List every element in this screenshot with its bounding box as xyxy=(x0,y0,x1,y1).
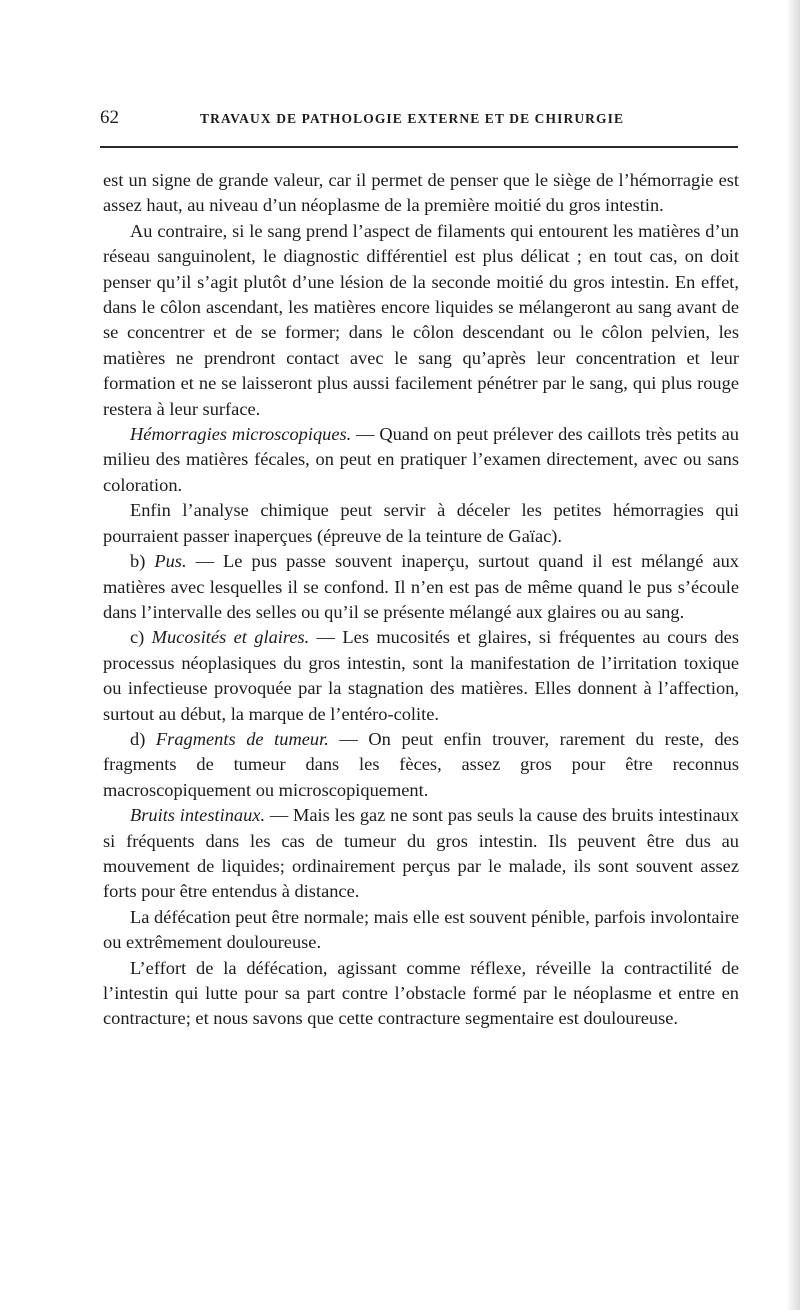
paragraph-text: — Le pus passe souvent inaperçu, surtout quand il est mélangé aux matières avec lesquelles il se confond. Il n’en est pas de même quand le pus s’écoule dans l’intervalle des selles ou qu’il se présente mélangé aux glaires ou au sang. xyxy=(103,551,739,622)
section-title-intestinal-noises: Bruits intestinaux. xyxy=(130,805,266,826)
paragraph-chemical-analysis: Enfin l’analyse chimique peut servir à déceler les petites hémorragies qui pourraient passer inaperçues (épreuve de la teinture de Gaïac). xyxy=(103,500,739,546)
paragraph-intestinal-noises xyxy=(103,803,739,905)
paragraph-tumor-fragments xyxy=(103,727,739,803)
running-title: TRAVAUX DE PATHOLOGIE EXTERNE ET DE CHIRURGIE xyxy=(200,111,625,126)
body-text xyxy=(103,168,739,1032)
paragraph-defecation-effort: L’effort de la défécation, agissant comme réflexe, réveille la contractilité de l’intestin qui lutte pour sa part contre l’obstacle formé par le néoplasme et entre en contracture; et nous savons que cette contracture segmentaire est douloureuse. xyxy=(103,957,739,1029)
paragraph-text: — Les mucosités et glaires, si fréquentes au cours des processus néoplasiques du gros intestin, sont la manifestation de l’irritation toxique ou infectieuse provoquée par la stagnation des matières. Elles donnent à l’affection, surtout au début, la marque de l’entéro-colite. xyxy=(103,627,739,724)
list-label: c) xyxy=(130,627,152,648)
section-title-microscopic-hemorrhages: Hémorragies microscopiques. xyxy=(130,424,352,445)
paragraph-text: — Mais les gaz ne sont pas seuls la cause des bruits intestinaux si fréquents dans les cas de tumeur du gros intestin. Ils peuvent être dus au mouvement de liquides; ordinairement perçus par le malade, ils sont souvent assez forts pour être entendus à distance. xyxy=(103,805,740,902)
section-title-tumor-fragments: Fragments de tumeur. xyxy=(155,728,329,749)
paragraph-defecation: La défécation peut être normale; mais elle est souvent pénible, parfois involontaire ou extrêmement douloureuse. xyxy=(103,906,739,953)
header-rule xyxy=(100,146,738,148)
paragraph-microscopic-hemorrhages xyxy=(103,422,739,498)
paragraph-mucosities xyxy=(103,625,739,727)
scan-shadow xyxy=(786,0,800,1310)
paragraph-filaments: Au contraire, si le sang prend l’aspect de filaments qui entourent les matières d’un réseau sanguinolent, le diagnostic différentiel est plus délicat ; en tout cas, on doit penser qu’il s’agit plutôt d’une lésion de la seconde moitié du gros intestin. En effet, dans le côlon ascendant, les matières encore liquides se mélangeront au sang avant de se concentrer et de se former; dans le côlon descendant ou le côlon pelvien, les matières ne prendront contact avec le sang qu’après leur concentration et leur formation et ne se laisseront plus aussi facilement pénétrer par le sang, qui plus rouge restera à leur surface. xyxy=(103,220,739,419)
section-title-mucosities: Mucosités et glaires. xyxy=(151,627,310,648)
paragraph-text: — Quand on peut prélever des caillots très petits au milieu des matières fécales, on peut en pratiquer l’examen directement, avec ou sans coloration. xyxy=(103,424,739,495)
paragraph-pus xyxy=(103,549,739,625)
running-head xyxy=(100,104,700,134)
list-label: b) xyxy=(130,551,155,572)
page-number: 62 xyxy=(100,107,119,128)
paragraph-hemorrhage-sign: est un signe de grande valeur, car il permet de penser que le siège de l’hémorragie est assez haut, au niveau d’un néoplasme de la première moitié du gros intestin. xyxy=(103,170,739,216)
section-title-pus: Pus. xyxy=(154,551,187,572)
list-label: d) xyxy=(130,728,156,749)
paragraph-text: — On peut enfin trouver, rarement du reste, des fragments de tumeur dans les fèces, assez gros pour être reconnus macroscopiquement ou microscopiquement. xyxy=(103,728,739,800)
